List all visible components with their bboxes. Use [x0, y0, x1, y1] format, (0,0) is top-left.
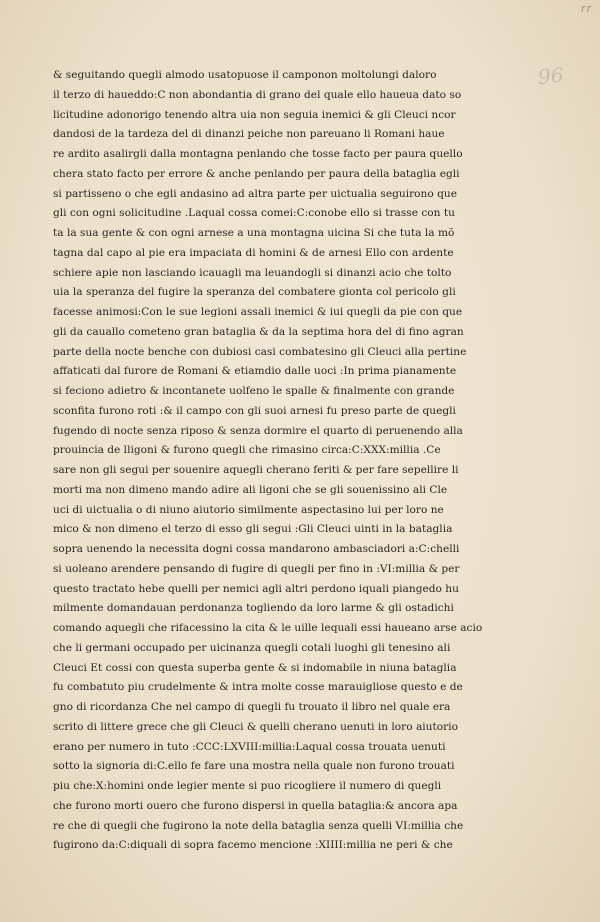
text-line: ta la sua gente & con ogni arnese a una montagna uicina Si che tuta la mõ [53, 227, 455, 239]
text-line: parte della nocte benche con dubiosi casi combatesino gli Cleuci alla pertine [53, 345, 467, 358]
text-line: gli da cauallo cometeno gran bataglia & da la septima hora del di fino agran [53, 325, 464, 338]
corner-mark: rr [580, 2, 592, 15]
text-line: affaticati dal furore de Romani & etiamdio dalle uoci :In prima pianamente [53, 365, 457, 378]
text-line: comando aquegli che rifacessino la cita & le uille lequali essi haueano arse acio [53, 622, 483, 634]
text-line: sopra uenendo la necessita dogni cossa mandarono ambasciadori a:C:chelli [53, 543, 460, 555]
text-line: prouincia de lligoni & furono quegli che rimasino circa:C:XXX:millia .Ce [53, 444, 441, 457]
text-line: tagna dal capo al pie era impaciata di homini & de arnesi Ello con ardente [53, 246, 454, 259]
text-line: si partisseno o che egli andasino ad altra parte per uictualia seguirono que [53, 187, 457, 200]
text-line: dandosi de la tardeza del di dinanzi peiche non pareuano li Romani haue [53, 128, 445, 141]
text-line: si uoleano arendere pensando di fugire di quegli per fino in :VI:millia & per [53, 562, 460, 575]
text-line: gno di ricordanza Che nel campo di quegli fu trouato il libro nel quale era [53, 701, 451, 713]
text-line: fugendo di nocte senza riposo & senza dormire el quarto di peruenendo alla [53, 424, 463, 437]
text-line: questo tractato hebe quelli per nemici agli altri perdono iquali piangedo hu [53, 582, 459, 595]
text-line: gli con ogni solicitudine .Laqual cossa comei:C:conobe ello si trasse con tu [53, 207, 455, 220]
text-line: piu che:X:homini onde legier mente si puo ricogliere il numero di quegli [53, 780, 442, 792]
text-line: schiere apie non lasciando icauagli ma leuandogli si dinanzi acio che tolto [53, 266, 452, 279]
text-line: il terzo di haueddo:C non abondantia di grano del quale ello haueua dato so [53, 88, 462, 101]
text-line: sotto la signoria di:C.ello fe fare una mostra nella quale non furono trouati [53, 760, 455, 773]
text-line: scrito di littere grece che gli Cleuci & quelli cherano uenuti in loro aiutorio [53, 720, 458, 733]
text-line: re che di quegli che fugirono la note della bataglia senza quelli VI:millia che [53, 819, 464, 832]
text-line: re ardito asalirgli dalla montagna penlando che tosse facto per paura quello [53, 148, 463, 160]
text-line: sare non gli segui per souenire aquegli cherano feriti & per fare sepellire li [53, 464, 459, 476]
folio-number: 96 [536, 62, 565, 90]
text-line: mico & non dimeno el terzo di esso gli segui :Gli Cleuci uinti in la bataglia [53, 523, 453, 536]
text-line: erano per numero in tuto :CCC:LXVIII:millia:Laqual cossa trouata uenuti [53, 740, 446, 753]
text-line: facesse animosi:Con le sue legioni assali inemici & iui quegli da pie con que [53, 306, 463, 318]
text-line: Cleuci Et cossi con questa superba gente & si indomabile in niuna bataglia [53, 661, 457, 674]
text-line: fugirono da:C:diquali di sopra facemo mencione :XIIII:millia ne peri & che [53, 839, 453, 852]
text-line: uci di uictualia o di niuno aiutorio similmente aspectasino lui per loro ne [53, 503, 444, 516]
text-line: che li germani occupado per uicinanza quegli cotali luoghi gli tenesino ali [53, 641, 451, 654]
text-block [53, 66, 483, 856]
text-line: uia la speranza del fugire la speranza del combatere gionta col pericolo gli [53, 286, 456, 299]
text-line: milmente domandauan perdonanza togliendo da loro larme & gli ostadichi [53, 602, 454, 615]
text-line: fu combatuto piu crudelmente & intra molte cosse marauigliose questo e de [53, 681, 463, 694]
text-line: si feciono adietro & incontanete uolfeno le spalle & finalmente con grande [53, 385, 455, 397]
text-line: sconfita furono roti :& il campo con gli suoi arnesi fu preso parte de quegli [53, 404, 456, 417]
text-line: licitudine adonorigo tenendo altra uia non seguia inemici & gli Cleuci ncor [53, 108, 456, 121]
text-line: chera stato facto per errore & anche penlando per paura della bataglia egli [53, 167, 460, 180]
text-line: che furono morti ouero che furono dispersi in quella bataglia:& ancora apa [53, 799, 458, 812]
text-line: morti ma non dimeno mando adire ali ligoni che se gli souenissino ali Cle [53, 483, 448, 496]
text-line: & seguitando quegli almodo usatopuose il camponon moltolungi daloro [53, 69, 437, 81]
